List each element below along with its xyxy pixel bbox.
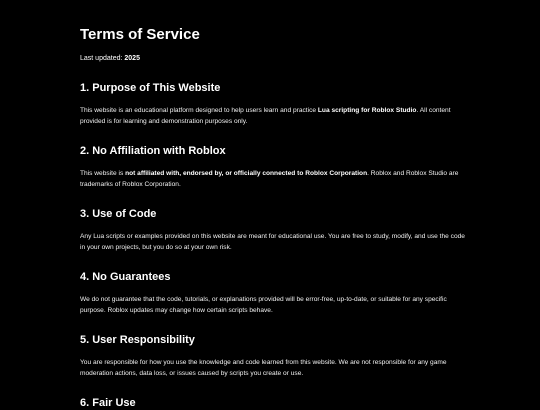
section-heading: 2. No Affiliation with Roblox	[80, 145, 226, 157]
last-updated	[80, 54, 140, 63]
section-heading: 4. No Guarantees	[80, 271, 171, 283]
page-title: Terms of Service	[80, 26, 200, 43]
section-heading: 3. Use of Code	[80, 208, 157, 220]
last-updated-value: 2025	[124, 55, 140, 62]
last-updated-label: Last updated:	[80, 55, 123, 62]
bold-phrase: Lua scripting for Roblox Studio	[317, 107, 417, 114]
section-body: This website is an educational platform designed to help users learn and practice Lua scripting for Roblox Studio. All content provided is for learning and demonstration purposes only.	[80, 107, 451, 125]
section-heading: 5. User Responsibility	[80, 334, 195, 346]
section-heading: 1. Purpose of This Website	[80, 82, 221, 94]
bold-phrase: not affiliated with, endorsed by, or officially connected to Roblox Corporation	[125, 170, 368, 177]
section-body: This website is not affiliated with, endorsed by, or officially connected to Roblox Corporation. Roblox and Roblox Studio are trademarks of Roblox Corporation.	[80, 170, 459, 188]
section-body: Any Lua scripts or examples provided on this website are meant for educational use. You are free to study, modify, and use the code in your own projects, but you do so at your own risk.	[80, 233, 465, 251]
section-body: You are responsible for how you use the knowledge and code learned from this website. We are not responsible for any game moderation actions, data loss, or issues caused by scripts you create or use.	[80, 359, 447, 377]
section-heading: 6. Fair Use	[80, 397, 136, 409]
section-body: We do not guarantee that the code, tutorials, or explanations provided will be error-free, up-to-date, or suitable for any specific purpose. Roblox updates may change how certain scripts behave.	[80, 296, 447, 314]
